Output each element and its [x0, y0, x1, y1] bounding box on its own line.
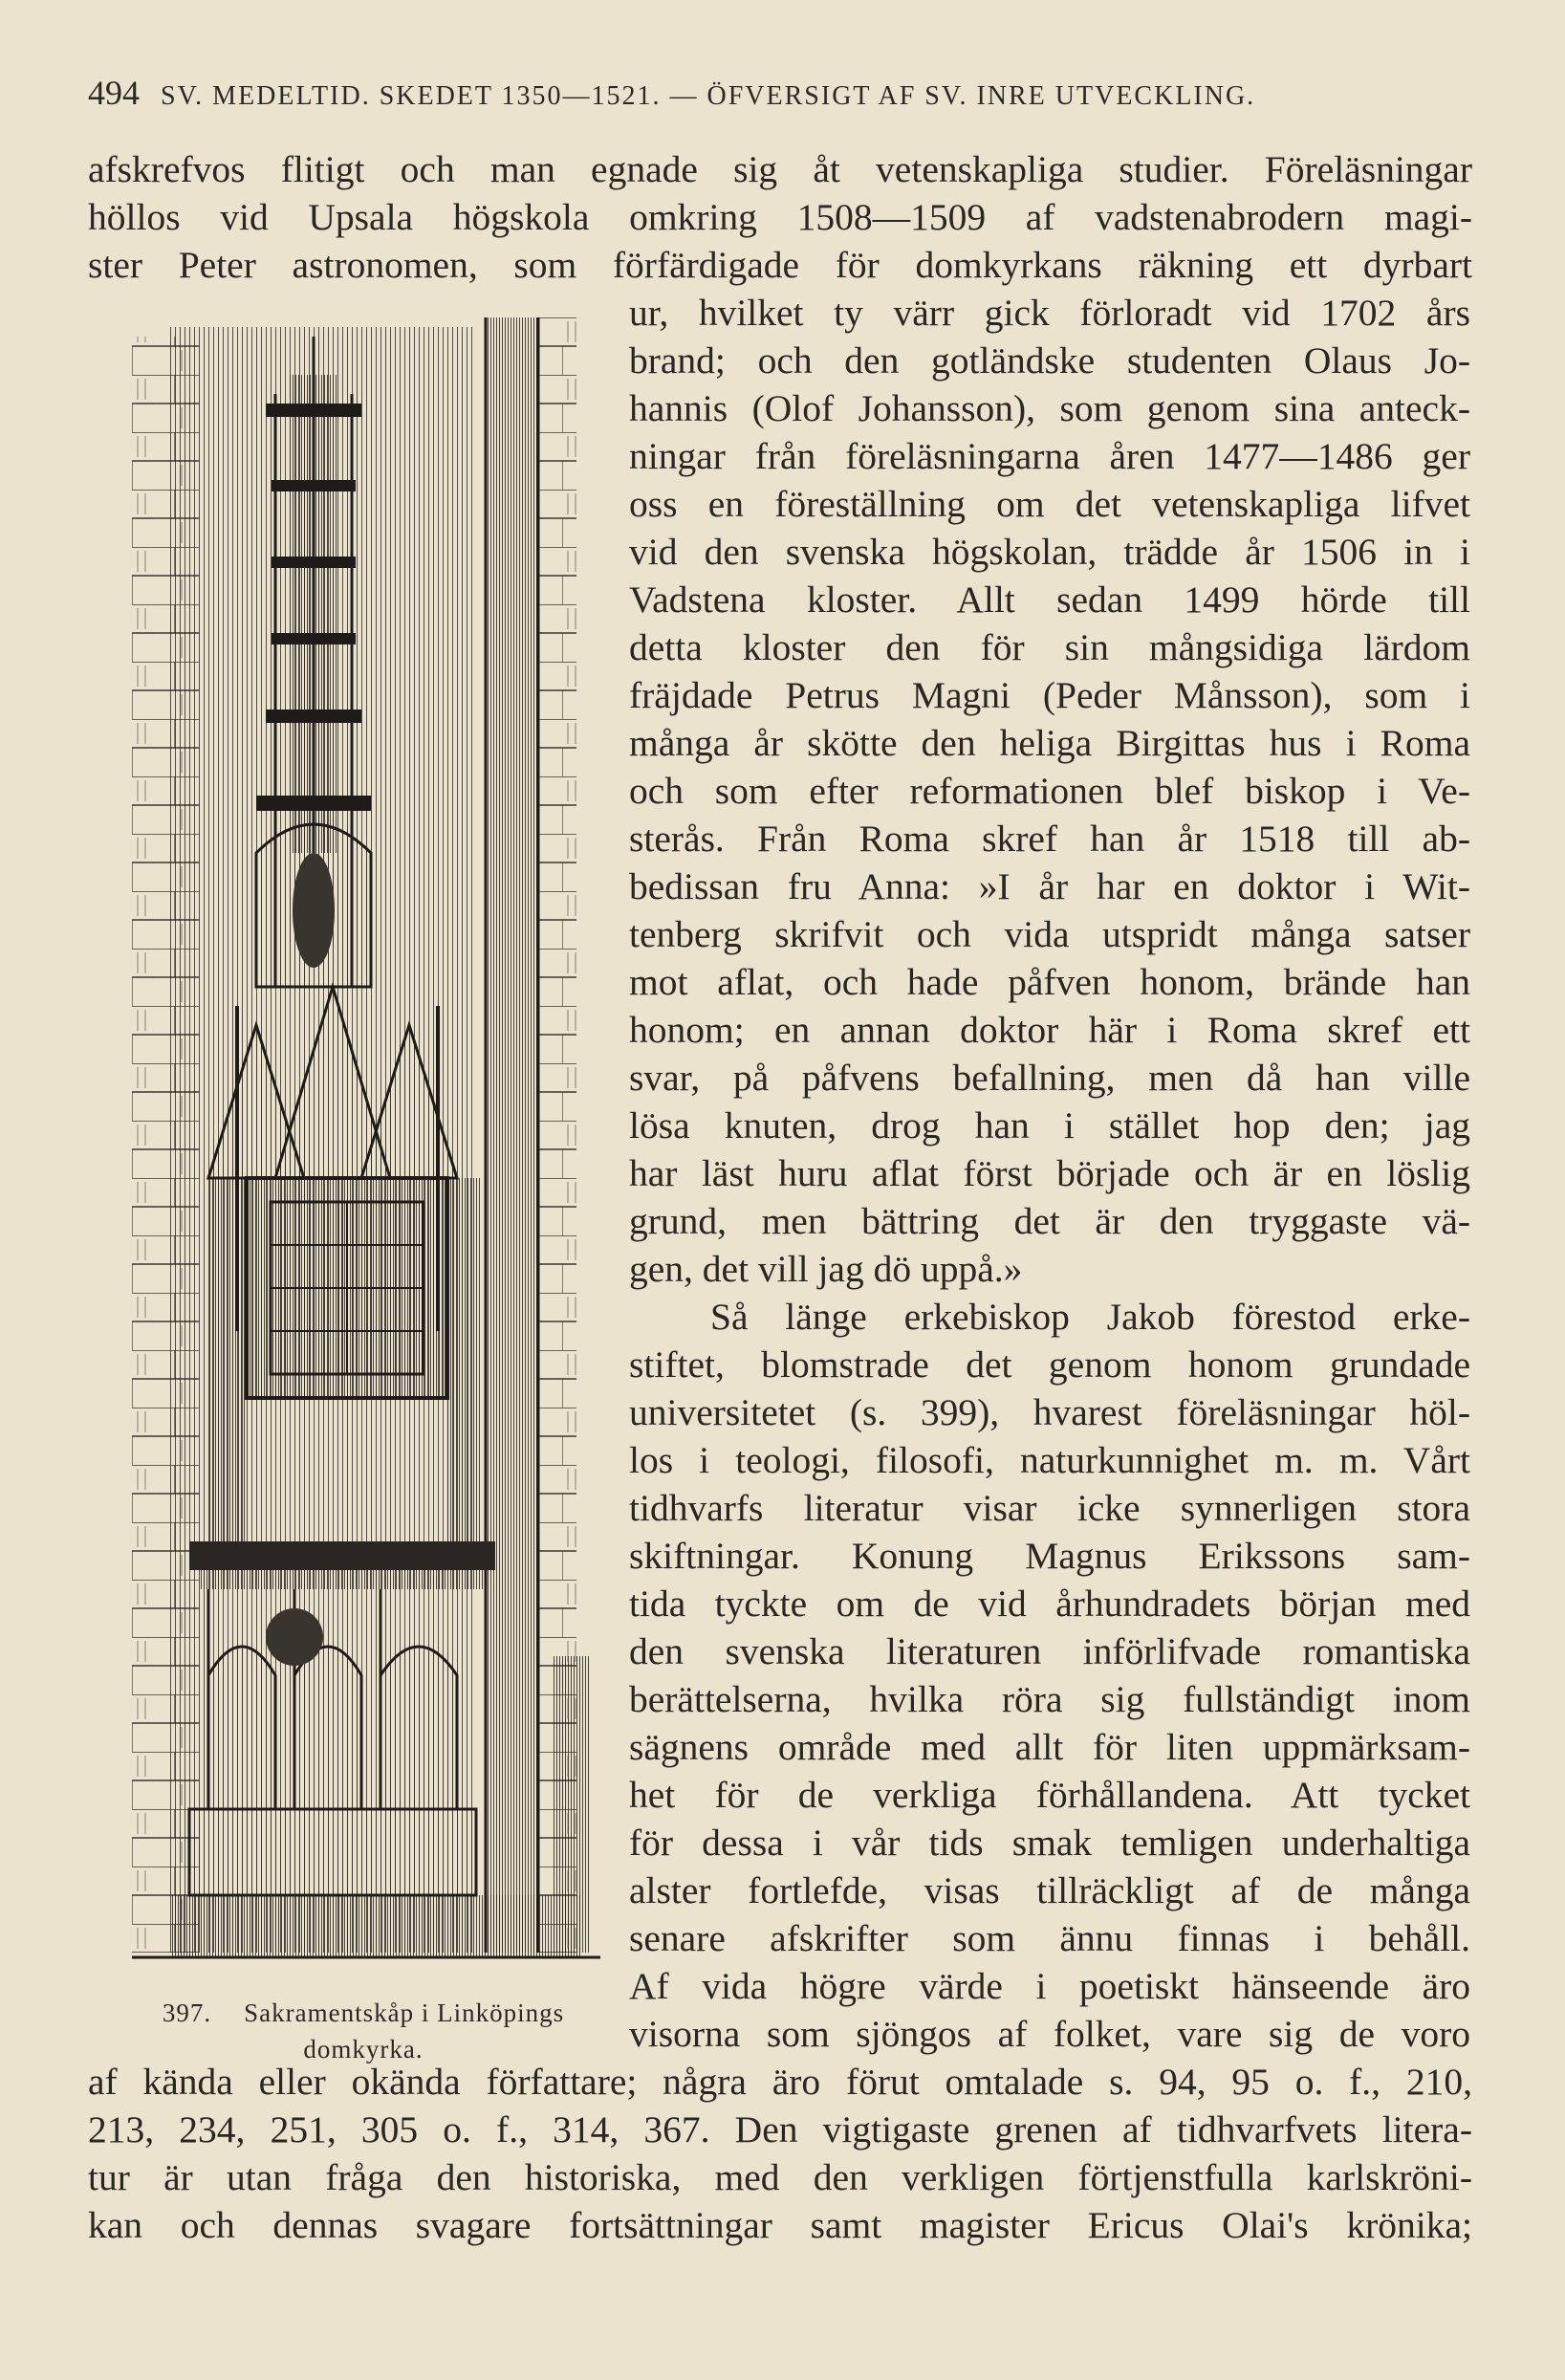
caption-line-2: domkyrka. [303, 2035, 424, 2063]
text-line: kan och dennas svagare fortsättningar samt magister Ericus Olai's krönika; [88, 2204, 1472, 2246]
text-line: tidhvarfs literatur visar icke synnerligen stora [629, 1487, 1470, 1529]
figure-number: 397. [162, 1998, 212, 2027]
text-line: gen, det vill jag dö uppå.» [629, 1248, 1023, 1290]
text-line: Af vida högre värde i poetiskt hänseende äro [629, 1965, 1470, 2007]
text-line: visorna som sjöngos af folket, vare sig de voro [629, 2013, 1470, 2055]
page-number: 494 [88, 74, 140, 112]
text-line: brand; och den gotländske studenten Olaus Jo- [629, 339, 1470, 382]
text-line: tur är utan fråga den historiska, med den verkligen förtjenstfulla karlskröni- [88, 2156, 1472, 2198]
running-head [88, 73, 1445, 113]
running-title: SV. MEDELTID. SKEDET 1350—1521. — ÖFVERSIGT AF SV. INRE UTVECKLING. [161, 81, 1256, 111]
text-line: och som efter reformationen blef biskop i Ve- [629, 770, 1470, 812]
text-line: Vadstena kloster. Allt sedan 1499 hörde till [629, 579, 1470, 621]
text-line: bedissan fru Anna: »I år har en doktor i Wit- [629, 865, 1470, 907]
text-line: sterås. Från Roma skref han år 1518 till ab- [629, 818, 1470, 860]
text-line: af kända eller okända författare; några äro förut omtalade s. 94, 95 o. f., 210, [88, 2061, 1472, 2103]
text-line: vid den svenska högskolan, trädde år 1506 in i [629, 531, 1470, 573]
text-line: ur, hvilket ty värr gick förloradt vid 1702 års [629, 292, 1470, 334]
text-line: senare afskrifter som ännu finnas i behåll. [629, 1917, 1470, 1959]
text-line: sägnens område med allt för liten uppmärksam- [629, 1726, 1470, 1768]
sacrament-cabinet-engraving [132, 317, 600, 1981]
text-line: Så länge erkebiskop Jakob förestod erke- [710, 1296, 1470, 1338]
text-line: los i teologi, filosofi, naturkunnighet m. m. Vårt [629, 1439, 1470, 1481]
text-line: grund, men bättring det är den tryggaste vä- [629, 1200, 1470, 1242]
text-line: ster Peter astronomen, som förfärdigade för domkyrkans räkning ett dyrbart [88, 244, 1472, 286]
text-line: mot aflat, och hade påfven honom, brände han [629, 961, 1470, 1003]
text-line: afskrefvos flitigt och man egnade sig åt vetenskapliga studier. Föreläsningar [88, 148, 1472, 190]
text-line: honom; en annan doktor här i Roma skref ett [629, 1009, 1470, 1051]
text-line: svar, på påfvens befallning, men då han ville [629, 1057, 1470, 1099]
text-line: ningar från föreläsningarna åren 1477—1486 ger [629, 435, 1470, 477]
text-line: den svenska literaturen införlifvade romantiska [629, 1630, 1470, 1672]
text-line: berättelserna, hvilka röra sig fullständigt inom [629, 1678, 1470, 1720]
text-line: höllos vid Upsala högskola omkring 1508—1509 af vadstenabrodern magi- [88, 196, 1472, 238]
text-line: för dessa i vår tids smak temligen underhaltiga [629, 1822, 1470, 1864]
text-line: het för de verkliga förhållandena. Att tycket [629, 1774, 1470, 1816]
text-line: tida tyckte om de vid århundradets början med [629, 1583, 1470, 1625]
caption-line-1: Sakramentskåp i Linköpings [244, 1998, 565, 2027]
text-line: detta kloster den för sin mångsidiga lärdom [629, 626, 1470, 668]
text-line: många år skötte den heliga Birgittas hus i Roma [629, 722, 1470, 764]
text-line: stiftet, blomstrade det genom honom grundade [629, 1343, 1470, 1386]
figure-illustration [132, 317, 600, 1981]
text-line: alster fortlefde, visas tillräckligt af de många [629, 1869, 1470, 1911]
text-line: 213, 234, 251, 305 o. f., 314, 367. Den vigtigaste grenen af tidhvarfvets litera- [88, 2108, 1472, 2151]
text-line: tenberg skrifvit och vida utspridt många satser [629, 913, 1470, 955]
text-line: hannis (Olof Johansson), som genom sina anteck- [629, 387, 1470, 429]
text-line: universitetet (s. 399), hvarest föreläsningar höl- [629, 1391, 1470, 1433]
text-line: oss en föreställning om det vetenskapliga lifvet [629, 483, 1470, 525]
text-line: har läst huru aflat först började och är en löslig [629, 1152, 1470, 1194]
figure-caption [115, 1995, 612, 2067]
text-line: fräjdade Petrus Magni (Peder Månsson), som i [629, 674, 1470, 716]
text-line: skiftningar. Konung Magnus Erikssons sam- [629, 1535, 1470, 1577]
text-line: lösa knuten, drog han i stället hop den; jag [629, 1104, 1470, 1146]
